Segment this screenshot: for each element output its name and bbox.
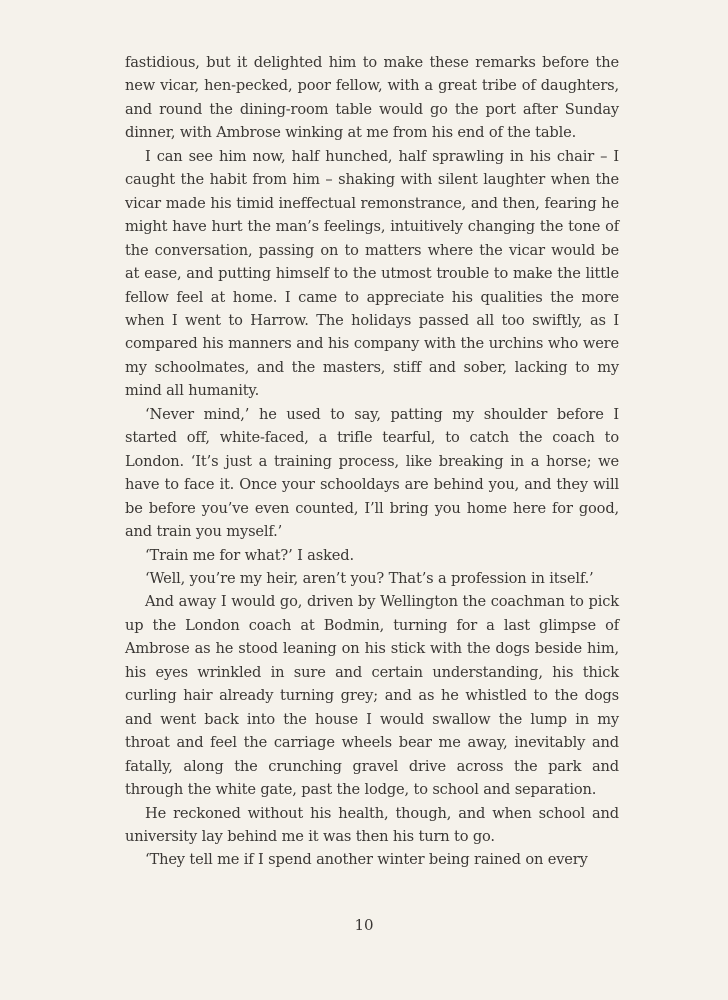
paragraph-5: ‘Well, you’re my heir, aren’t you? That’s a profession in itself.’ [145,569,594,587]
paragraph-6: And away I would go, driven by Wellington the coachman to pick up the London coach at Bodmin, turning for a last glimpse of Ambrose as he stood leaning on his stick with the dogs beside him, his eyes wrinkled in sure and certain understanding, his thick curling hair already turning grey; and as he whistled to the dogs and went back into the house I would swallow the lump in my throat and feel the carriage wheels bear me away, inevitably and fatally, along the crunching gravel drive across the park and through the white gate, past the lodge, to school and separation. [125,593,619,799]
paragraph-8: ‘They tell me if I spend another winter being rained on every [145,851,588,869]
page-number: 10 [354,916,374,934]
paragraph-1: fastidious, but it delighted him to make these remarks before the new vicar, hen-pecked, poor fellow, with a great tribe of daughters, and round the dining-room table would go the port after Sunday dinner, with Ambrose winking at me from his end of the table. [125,54,619,142]
paragraph-2: I can see him now, half hunched, half sprawling in his chair – I caught the habit from him – shaking with silent laughter when the vicar made his timid ineffectual remonstrance, and then, fearing he might have hurt the man’s feelings, intuitively changing the tone of the conversation, passing on to matters where the vicar would be at ease, and putting himself to the utmost trouble to make the little fellow feel at home. I came to appreciate his qualities the more when I went to Harrow. The holidays passed all too swiftly, as I compared his manners and his company with the urchins who were my schoolmates, and the masters, stiff and sober, lacking to my mind all humanity. [125,147,619,400]
paragraph-3: ‘Never mind,’ he used to say, patting my shoulder before I started off, white-faced, a trifle tearful, to catch the coach to London. ‘It’s just a training process, like breaking in a horse; we have to face it. Once your schooldays are behind you, and they will be before you’ve even counted, I’ll bring you home here for good, and train you myself.’ [125,405,619,541]
paragraph-7: He reckoned without his health, though, and when school and university lay behind me it was then his turn to go. [125,804,619,845]
body-text [125,51,619,872]
paragraph-4: ‘Train me for what?’ I asked. [145,546,354,564]
